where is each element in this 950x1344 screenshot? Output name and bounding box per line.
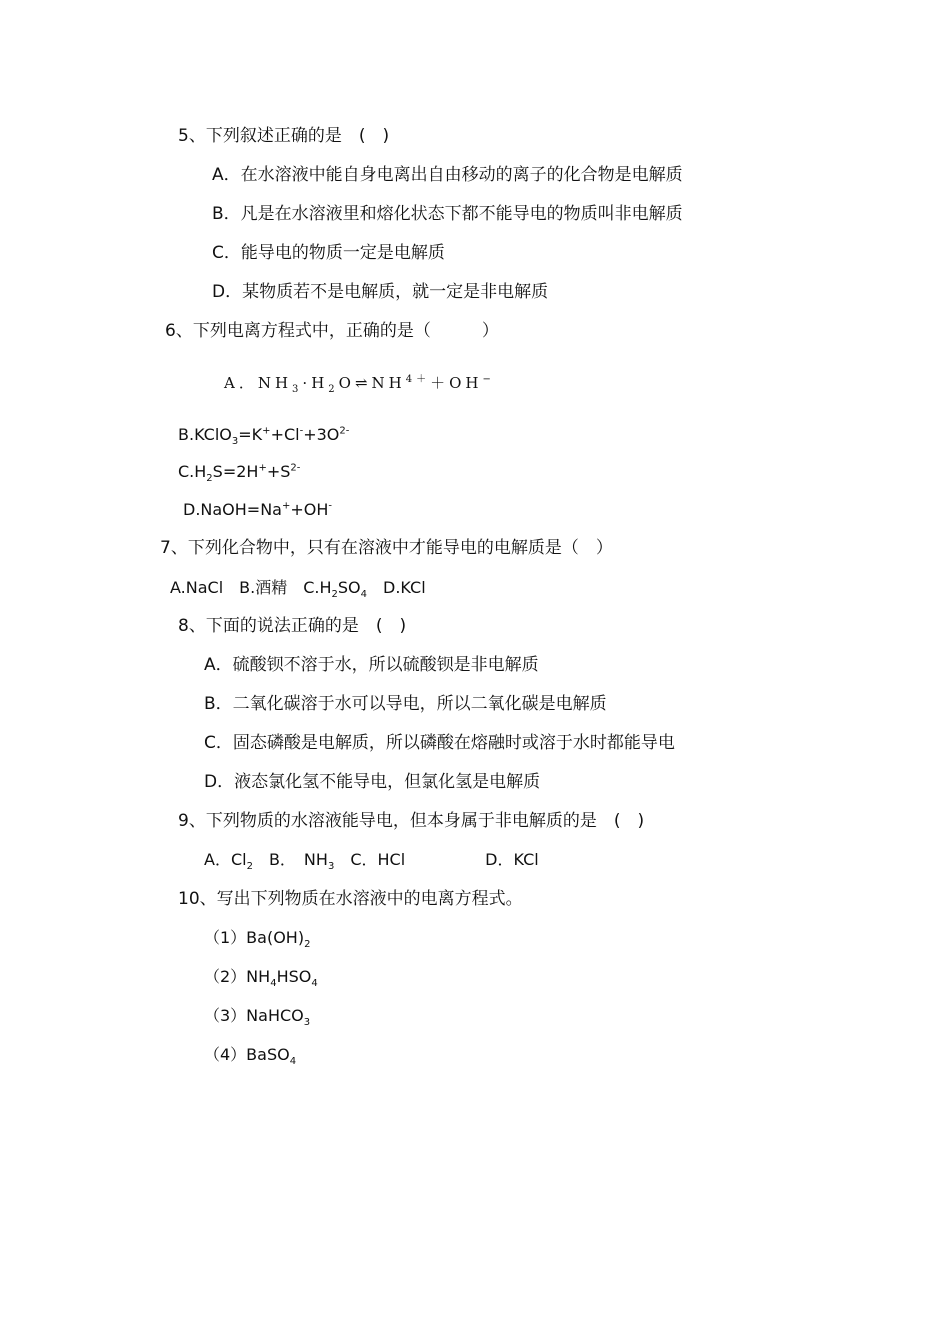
q5-option-d: D．某物质若不是电解质，就一定是非电解质 bbox=[212, 282, 549, 302]
q5-stem: 5、下列叙述正确的是 ( ) bbox=[178, 126, 390, 146]
q6-option-b: $B.KClO_3=K^++Cl^-+3O^{2-}$ bbox=[178, 425, 350, 448]
q8-option-a: A．硫酸钡不溶于水，所以硫酸钡是非电解质 bbox=[204, 655, 539, 675]
q6-option-a: A．$NH_3\cdot H_2O\rightleftharpoons NH^{4+}+OH^-$ bbox=[224, 374, 495, 395]
q5-option-b: B．凡是在水溶液里和熔化状态下都不能导电的物质叫非电解质 bbox=[212, 204, 683, 224]
q5-option-a: A．在水溶液中能自身电离出自由移动的离子的化合物是电解质 bbox=[212, 165, 683, 185]
q10-item-2: $(2)NH_4HSO_4$ bbox=[204, 967, 318, 990]
q8-option-b: B．二氧化碳溶于水可以导电，所以二氧化碳是电解质 bbox=[204, 694, 607, 714]
q10-item-1: $(1)Ba(OH)_2$ bbox=[204, 928, 311, 951]
q10-stem: 10、写出下列物质在水溶液中的电离方程式。 bbox=[178, 889, 523, 909]
q6-stem: 6、下列电离方程式中，正确的是（ ） bbox=[165, 321, 499, 341]
q7-options: A.NaCl B.酒精 $C.H_2SO_4$ D.KCl bbox=[170, 578, 426, 601]
q7-stem: 7、下列化合物中，只有在溶液中才能导电的电解质是（ ） bbox=[160, 538, 613, 558]
q8-option-d: D．液态氯化氢不能导电，但氯化氢是电解质 bbox=[204, 772, 541, 792]
q10-item-3: （3）NaHCO$_3$ bbox=[204, 1006, 311, 1029]
q10-item-4: （4）BaSO$_4$ bbox=[204, 1045, 297, 1068]
q6-option-c: $C.H_2S=2H^++S^{2-}$ bbox=[178, 462, 301, 485]
q5-option-c: C．能导电的物质一定是电解质 bbox=[212, 243, 445, 263]
q8-stem: 8、下面的说法正确的是 ( ) bbox=[178, 616, 407, 636]
q9-options: A．$Cl_2$ B． $NH_3$ C．HCl D．KCl bbox=[204, 850, 539, 873]
q6-option-d: D.NaOH=Na++OH- bbox=[183, 500, 333, 519]
q8-option-c: C．固态磷酸是电解质，所以磷酸在熔融时或溶于水时都能导电 bbox=[204, 733, 675, 753]
q9-stem: 9、下列物质的水溶液能导电，但本身属于非电解质的是 ( ) bbox=[178, 811, 645, 831]
